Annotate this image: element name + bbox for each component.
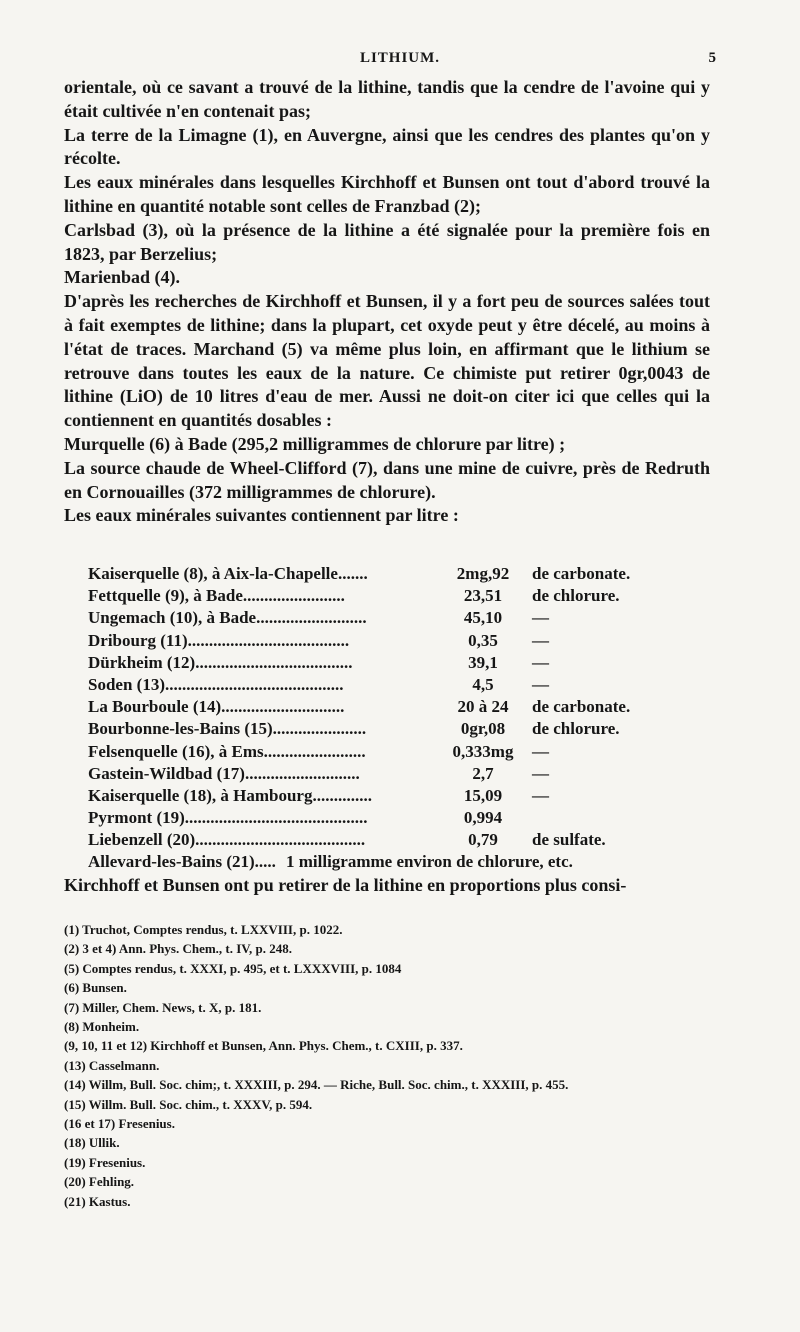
compound: — [532,630,549,650]
source-name: Fettquelle (9), à Bade........................ [88,586,345,606]
quantity: 39,1 [468,652,498,672]
table-row [88,607,648,629]
compound: — [532,674,549,694]
source-name: Dürkheim (12)..................................... [88,652,353,672]
table-row [88,851,648,873]
table-row [88,630,648,652]
footnote: (1) Truchot, Comptes rendus, t. LXXVIII, p. 1022. [64,922,343,937]
quantity: 20 à 24 [457,697,509,717]
paragraph: Les eaux minérales suivantes contiennent par litre : [64,505,459,526]
compound: — [532,785,549,805]
compound: de chlorure. [532,719,620,739]
footnote: (6) Bunsen. [64,980,127,996]
compound: de carbonate. [532,697,631,717]
compound: — [532,652,549,672]
quantity: 45,10 [463,608,503,628]
continuation-line: Kirchhoff et Bunsen ont pu retirer de la lithine en proportions plus consi- [64,875,627,895]
paragraph: Carlsbad (3), où la présence de la lithine a été signalée pour la première fois en 1823, par Berzelius; [64,219,710,264]
paragraph: Les eaux minérales dans lesquelles Kirchhoff et Bunsen ont tout d'abord trouvé la lithine en quantité notable sont celles de Franzbad (2); [64,172,710,216]
paragraph: La terre de la Limagne (1), en Auvergne, ainsi que les cendres des plantes qu'on y récolte. [64,124,710,169]
paragraph: D'après les recherches de Kirchhoff et Bunsen, il y a fort peu de sources salées tout à fait exemptes de lithine; dans la plupart, cet oxyde peut y être décelé, au moins à l'état de traces. Marchand (5) va même plus loin, en affirmant que le lithium se retrouve dans toutes les eaux de la nature. Ce chimiste put retirer 0gr,0043 de lithine (LiO) de 10 litres d'eau de mer. Aussi ne doit-on citer ici que celles qui la contiennent en quantités dosables : [64,291,710,431]
source-note: 1 milligramme environ de chlorure, etc. [286,852,573,872]
quantity: 0,35 [468,630,498,650]
quantity: 0gr,08 [460,719,506,739]
table-row [88,696,648,718]
footnote: (18) Ullik. [64,1135,120,1151]
quantity: 2mg,92 [456,564,510,583]
quantity: 4,5 [472,674,494,694]
table-row [88,563,648,585]
table-row [88,585,648,607]
source-name: Kaiserquelle (18), à Hambourg.............. [88,785,372,805]
quantity: 2,7 [472,763,494,783]
source-name: Dribourg (11)...................................... [88,630,350,650]
source-name: Soden (13).......................................... [88,674,344,694]
table-row [88,829,648,851]
quantity: 23,51 [463,586,503,606]
compound: — [532,608,549,628]
quantity: 15,09 [463,785,503,805]
footnotes [64,920,724,1211]
footnote: (8) Monheim. [64,1019,140,1035]
footnote: (5) Comptes rendus, t. XXXI, p. 495, et t. LXXXVIII, p. 1084 [64,960,402,976]
compound: — [532,763,549,783]
footnote: (20) Fehling. [64,1174,135,1190]
source-name: Kaiserquelle (8), à Aix-la-Chapelle....... [88,564,368,583]
paragraph: orientale, où ce savant a trouvé de la lithine, tandis que la cendre de l'avoine qui y était cultivée n'en contenait pas; [64,77,710,121]
table-row [88,763,648,785]
source-name: Gastein-Wildbad (17)........................... [88,763,360,783]
quantity: 0,79 [468,830,498,850]
source-name: Liebenzell (20)........................................ [88,830,366,850]
table-row [88,741,648,763]
compound: — [532,741,549,761]
source-name: Felsenquelle (16), à Ems........................ [88,741,366,761]
footnote: (13) Casselmann. [64,1057,160,1073]
table-row [88,718,648,740]
footnote: (19) Fresenius. [64,1154,146,1170]
page-number: 5 [708,50,716,66]
footnote: (14) Willm, Bull. Soc. chim;, t. XXXIII, p. 294. — Riche, Bull. Soc. chim., t. XXXIII, p. 455. [64,1077,569,1093]
source-name: Pyrmont (19)........................................... [88,808,368,828]
source-name: Bourbonne-les-Bains (15)...................... [88,719,367,739]
footnote: (16 et 17) Fresenius. [64,1116,175,1132]
main-text [64,76,710,528]
mineral-water-table [88,563,648,874]
compound: de carbonate. [532,564,631,583]
page-header [0,50,800,74]
table-row [88,785,648,807]
running-title: LITHIUM. [359,50,441,66]
footnote: (15) Willm. Bull. Soc. chim., t. XXXV, p. 594. [64,1096,313,1112]
source-name: La Bourboule (14)............................. [88,697,345,717]
compound: de chlorure. [532,586,620,606]
paragraph: Marienbad (4). [64,267,180,288]
footnote: (9, 10, 11 et 12) Kirchhoff et Bunsen, Ann. Phys. Chem., t. CXIII, p. 337. [64,1038,463,1054]
compound: de sulfate. [532,830,606,850]
table-row [88,674,648,696]
footnote: (2) 3 et 4) Ann. Phys. Chem., t. IV, p. 248. [64,941,292,957]
quantity: 0,994 [463,808,503,828]
table-row [88,807,648,829]
table-row [88,652,648,674]
paragraph: Murquelle (6) à Bade (295,2 milligrammes de chlorure par litre) ; [64,433,566,454]
footnote: (7) Miller, Chem. News, t. X, p. 181. [64,999,262,1015]
quantity: 0,333mg [452,741,514,761]
source-name: Allevard-les-Bains (21)..... [88,852,276,872]
footnote: (21) Kastus. [64,1193,131,1209]
source-name: Ungemach (10), à Bade.......................... [88,608,367,628]
paragraph: La source chaude de Wheel-Clifford (7), dans une mine de cuivre, près de Redruth en Cornouailles (372 milligrammes de chlorure). [64,457,710,502]
